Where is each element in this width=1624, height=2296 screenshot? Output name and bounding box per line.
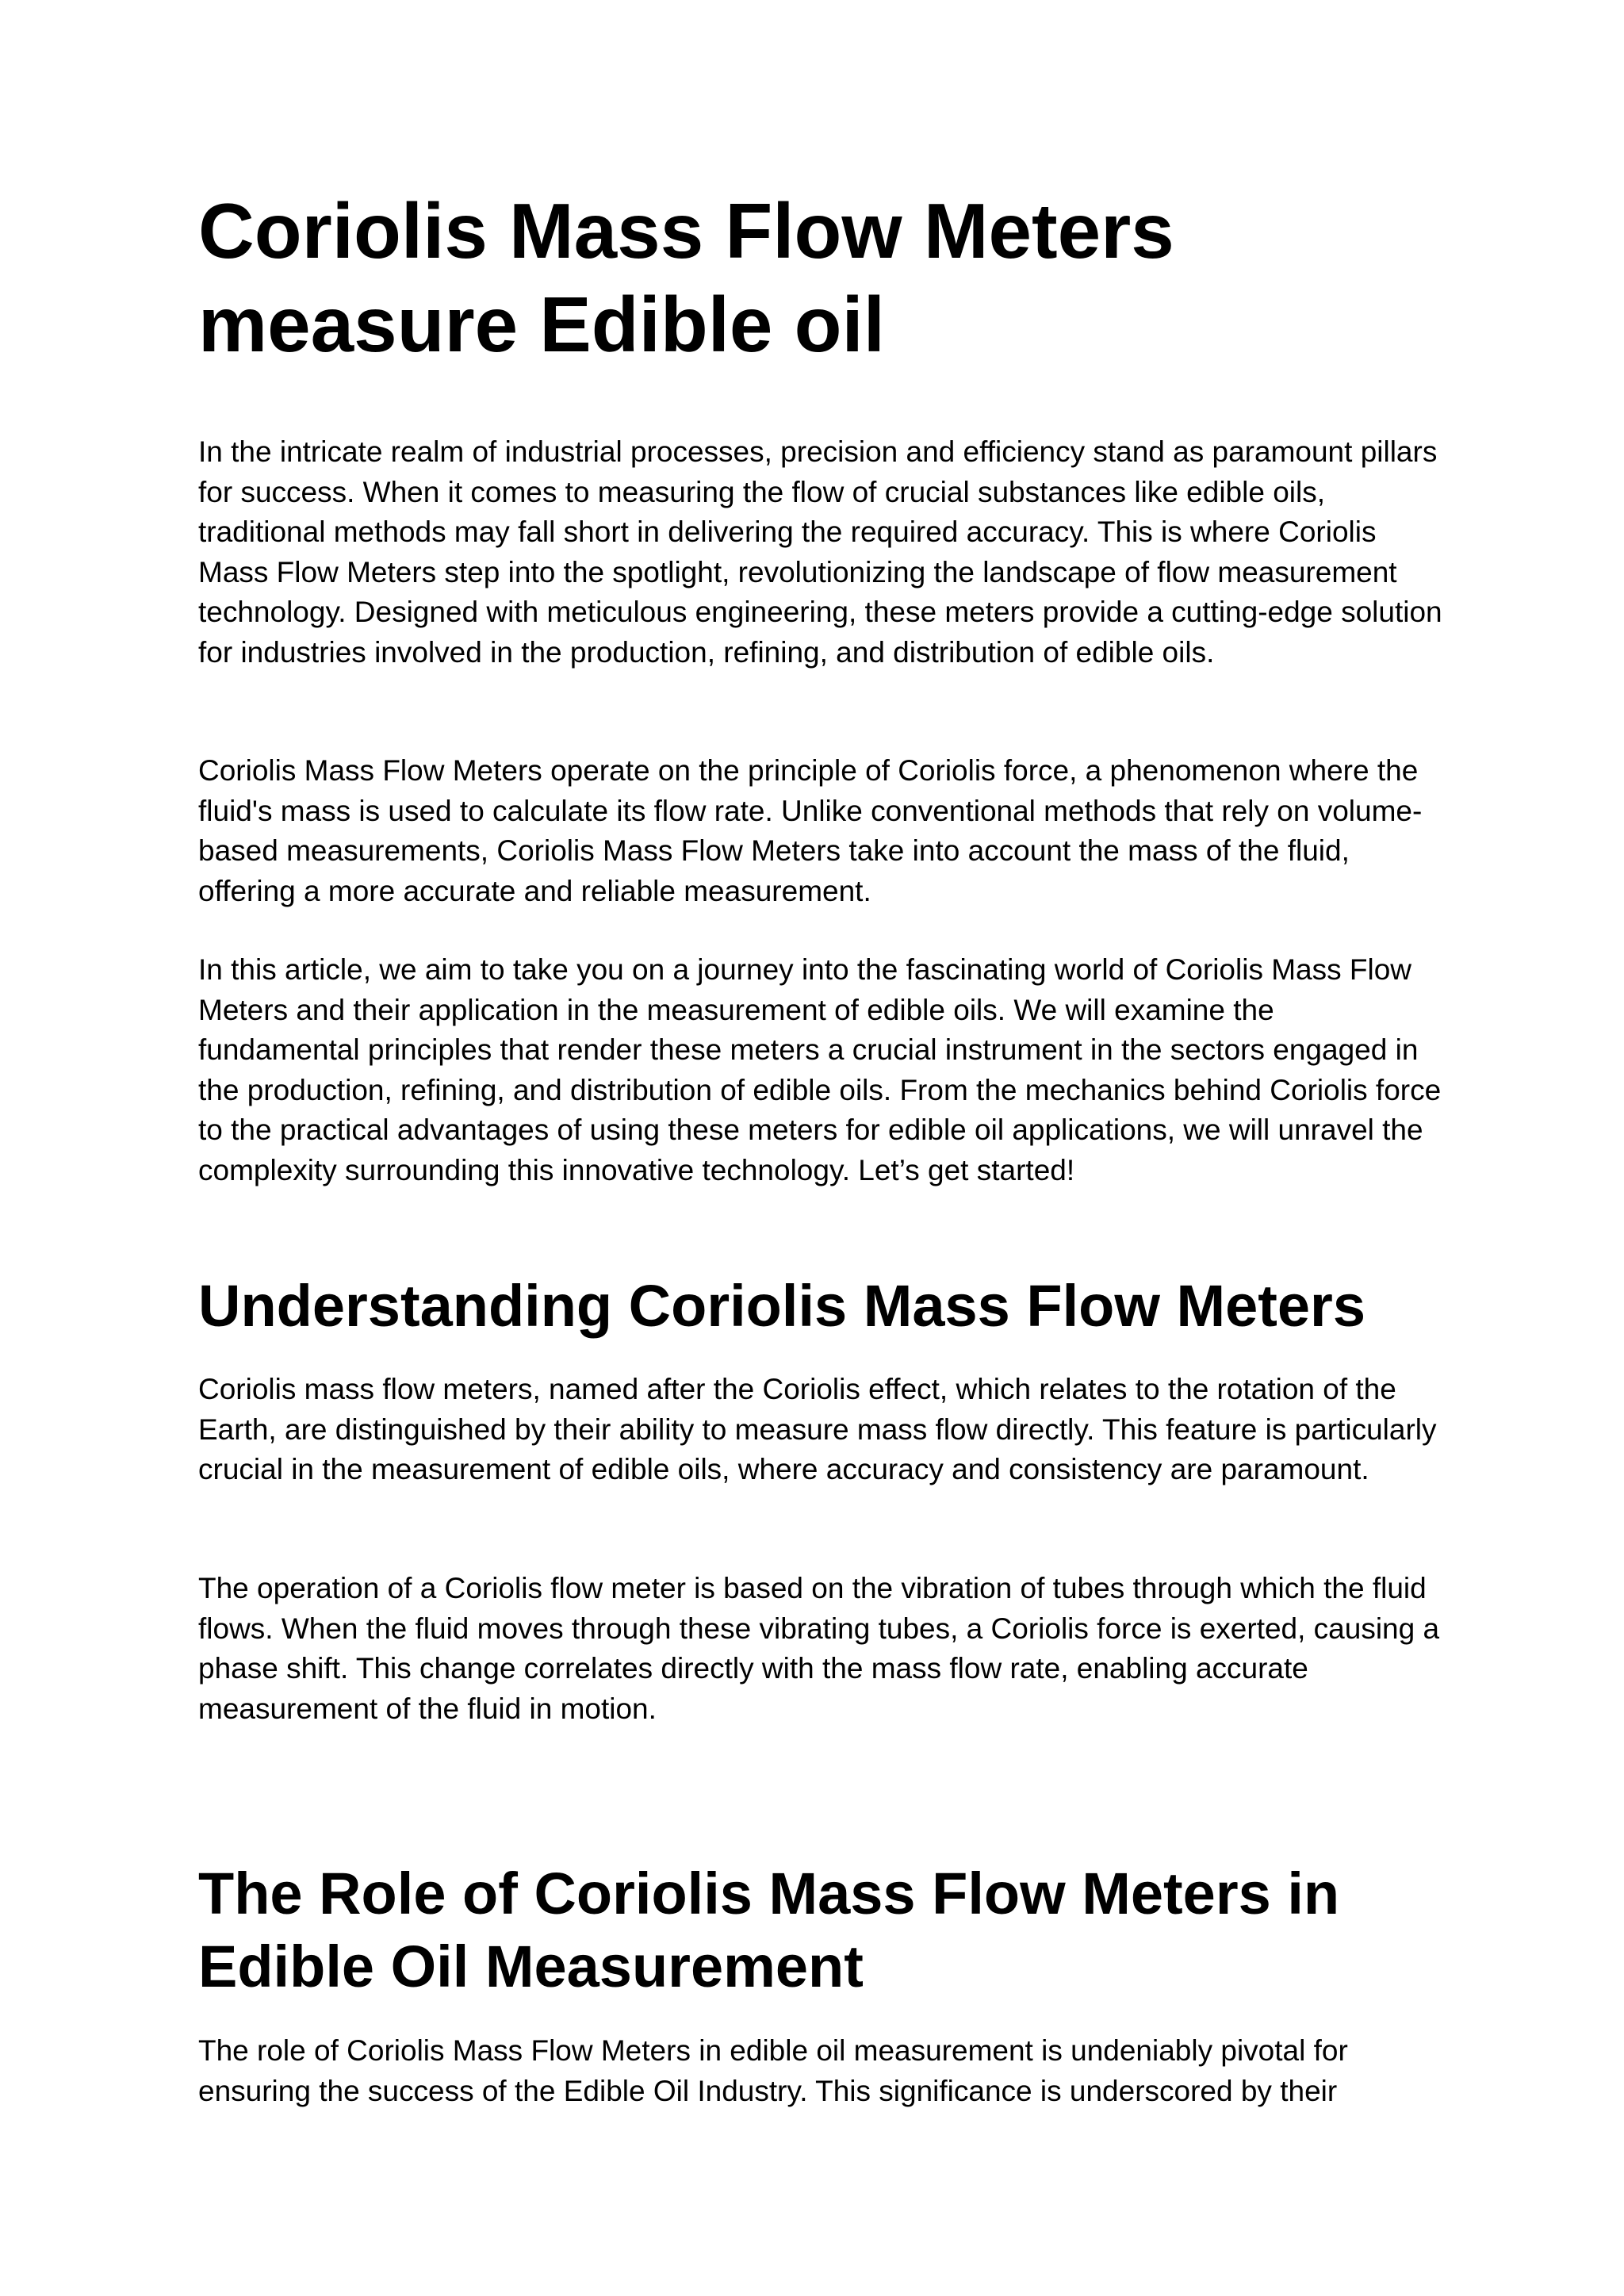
intro-paragraph: In this article, we aim to take you on a journey into the fascinating world of Coriolis Mass Flow Meters and their application in the measurement of edible oils. We will examine the fundamental principles that render these meters a crucial instrument in the sectors engaged in the production, refining, and distribution of edible oils. From the mechanics behind Coriolis force to the practical advantages of using these meters for edible oil applications, we will unravel the complexity surrounding this innovative technology. Let’s get started! [198,953,1442,1186]
section-heading-role: The Role of Coriolis Mass Flow Meters in Edible Oil Measurement [198,1861,1340,1999]
document-title: Coriolis Mass Flow Meters measure Edible oil [198,187,1174,368]
section-paragraph: The operation of a Coriolis flow meter is based on the vibration of tubes through which the fluid flows. When the fluid moves through these vibrating tubes, a Coriolis force is exerted, causing a phase shift. This change correlates directly with the mass flow rate, enabling accurate measurement of the fluid in motion. [198,1572,1440,1725]
intro-paragraph: Coriolis Mass Flow Meters operate on the principle of Coriolis force, a phenomenon where the fluid's mass is used to calculate its flow rate. Unlike conventional methods that rely on volume-based measurements, Coriolis Mass Flow Meters take into account the mass of the fluid, offering a more accurate and reliable measurement. [198,754,1423,907]
section-heading-understanding: Understanding Coriolis Mass Flow Meters [198,1273,1366,1339]
section-paragraph: Coriolis mass flow meters, named after the Coriolis effect, which relates to the rotation of the Earth, are distinguished by their ability to measure mass flow directly. This feature is particularly crucial in the measurement of edible oils, where accuracy and consistency are paramount. [198,1373,1437,1485]
section-paragraph: The role of Coriolis Mass Flow Meters in edible oil measurement is undeniably pivotal for ensuring the success of the Edible Oil Industry. This significance is underscored by their [198,2034,1348,2107]
intro-paragraph: In the intricate realm of industrial processes, precision and efficiency stand as paramount pillars for success. When it comes to measuring the flow of crucial substances like edible oils, traditional methods may fall short in delivering the required accuracy. This is where Coriolis Mass Flow Meters step into the spotlight, revolutionizing the landscape of flow measurement technology. Designed with meticulous engineering, these meters provide a cutting-edge solution for industries involved in the production, refining, and distribution of edible oils. [198,435,1442,669]
